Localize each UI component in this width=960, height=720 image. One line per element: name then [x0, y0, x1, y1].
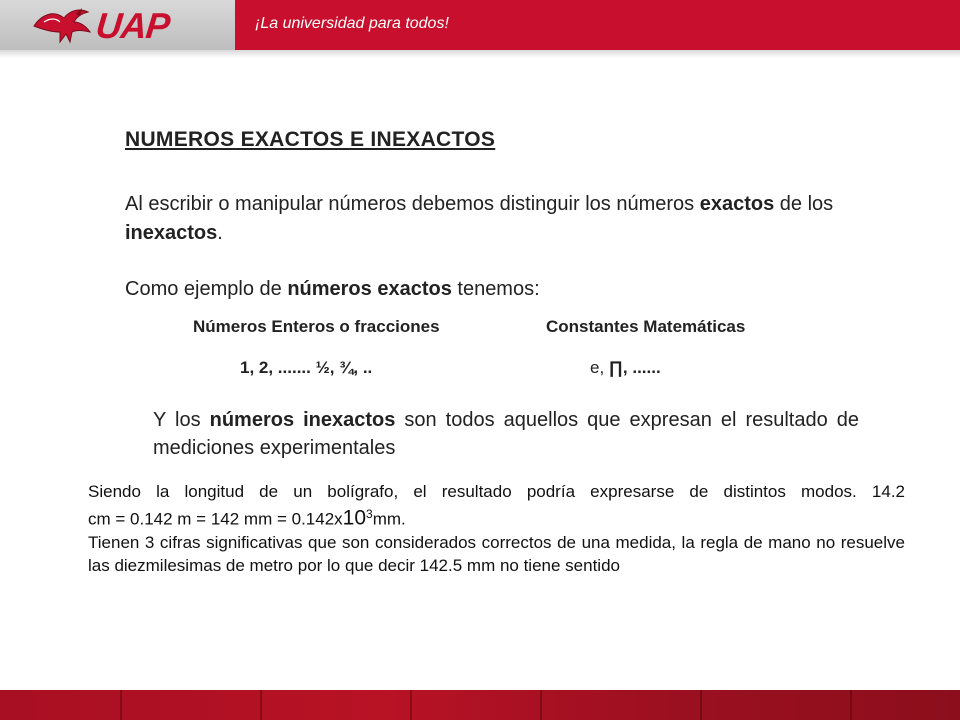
text: ∏, ......	[608, 358, 661, 377]
bold-text: inexactos	[125, 222, 218, 244]
text: Y los	[153, 409, 210, 431]
text: Al escribir o manipular números debemos distinguir los números	[125, 193, 700, 215]
bold-text: exactos	[699, 193, 775, 215]
paragraph-example-pen	[88, 480, 905, 577]
slogan: ¡La universidad para todos!	[255, 15, 449, 32]
text: 10	[342, 506, 367, 530]
page-title: NUMEROS EXACTOS E INEXACTOS	[125, 128, 496, 151]
exponent: 3	[366, 507, 373, 521]
logo-text: UAP	[93, 5, 172, 46]
paragraph-intro	[125, 190, 885, 248]
constants-values	[590, 358, 661, 378]
column-header-integers: Números Enteros o fracciones	[193, 317, 440, 336]
text: de los	[774, 193, 834, 215]
text: .	[217, 222, 223, 244]
bold-text: números inexactos	[209, 409, 396, 431]
text-line	[88, 503, 905, 531]
integers-values: 1, 2, ....... ½, ¾, ..	[240, 358, 373, 377]
text: son todos aquellos que expresan el resultado de mediciones experimentales	[153, 409, 859, 459]
paragraph-example	[125, 278, 540, 301]
bold-text: números exactos	[287, 278, 452, 300]
text-line: Siendo la longitud de un bolígrafo, el resultado podría expresarse de distintos modos. 14.2	[88, 482, 905, 501]
footer-bar	[0, 690, 960, 720]
text: e,	[590, 358, 609, 377]
text: Como ejemplo de	[125, 278, 288, 300]
column-header-constants: Constantes Matemáticas	[546, 317, 746, 336]
text-line: Tienen 3 cifras significativas que son considerados correctos de una medida, la regla de mano no resuelve las diezmilesimas de metro por lo que decir 142.5 mm no tiene sentido	[88, 532, 905, 575]
paragraph-inexact	[153, 406, 859, 462]
text: tenemos:	[451, 278, 540, 300]
text: mm.	[372, 509, 406, 529]
text: cm = 0.142 m = 142 mm = 0.142x	[88, 509, 343, 529]
